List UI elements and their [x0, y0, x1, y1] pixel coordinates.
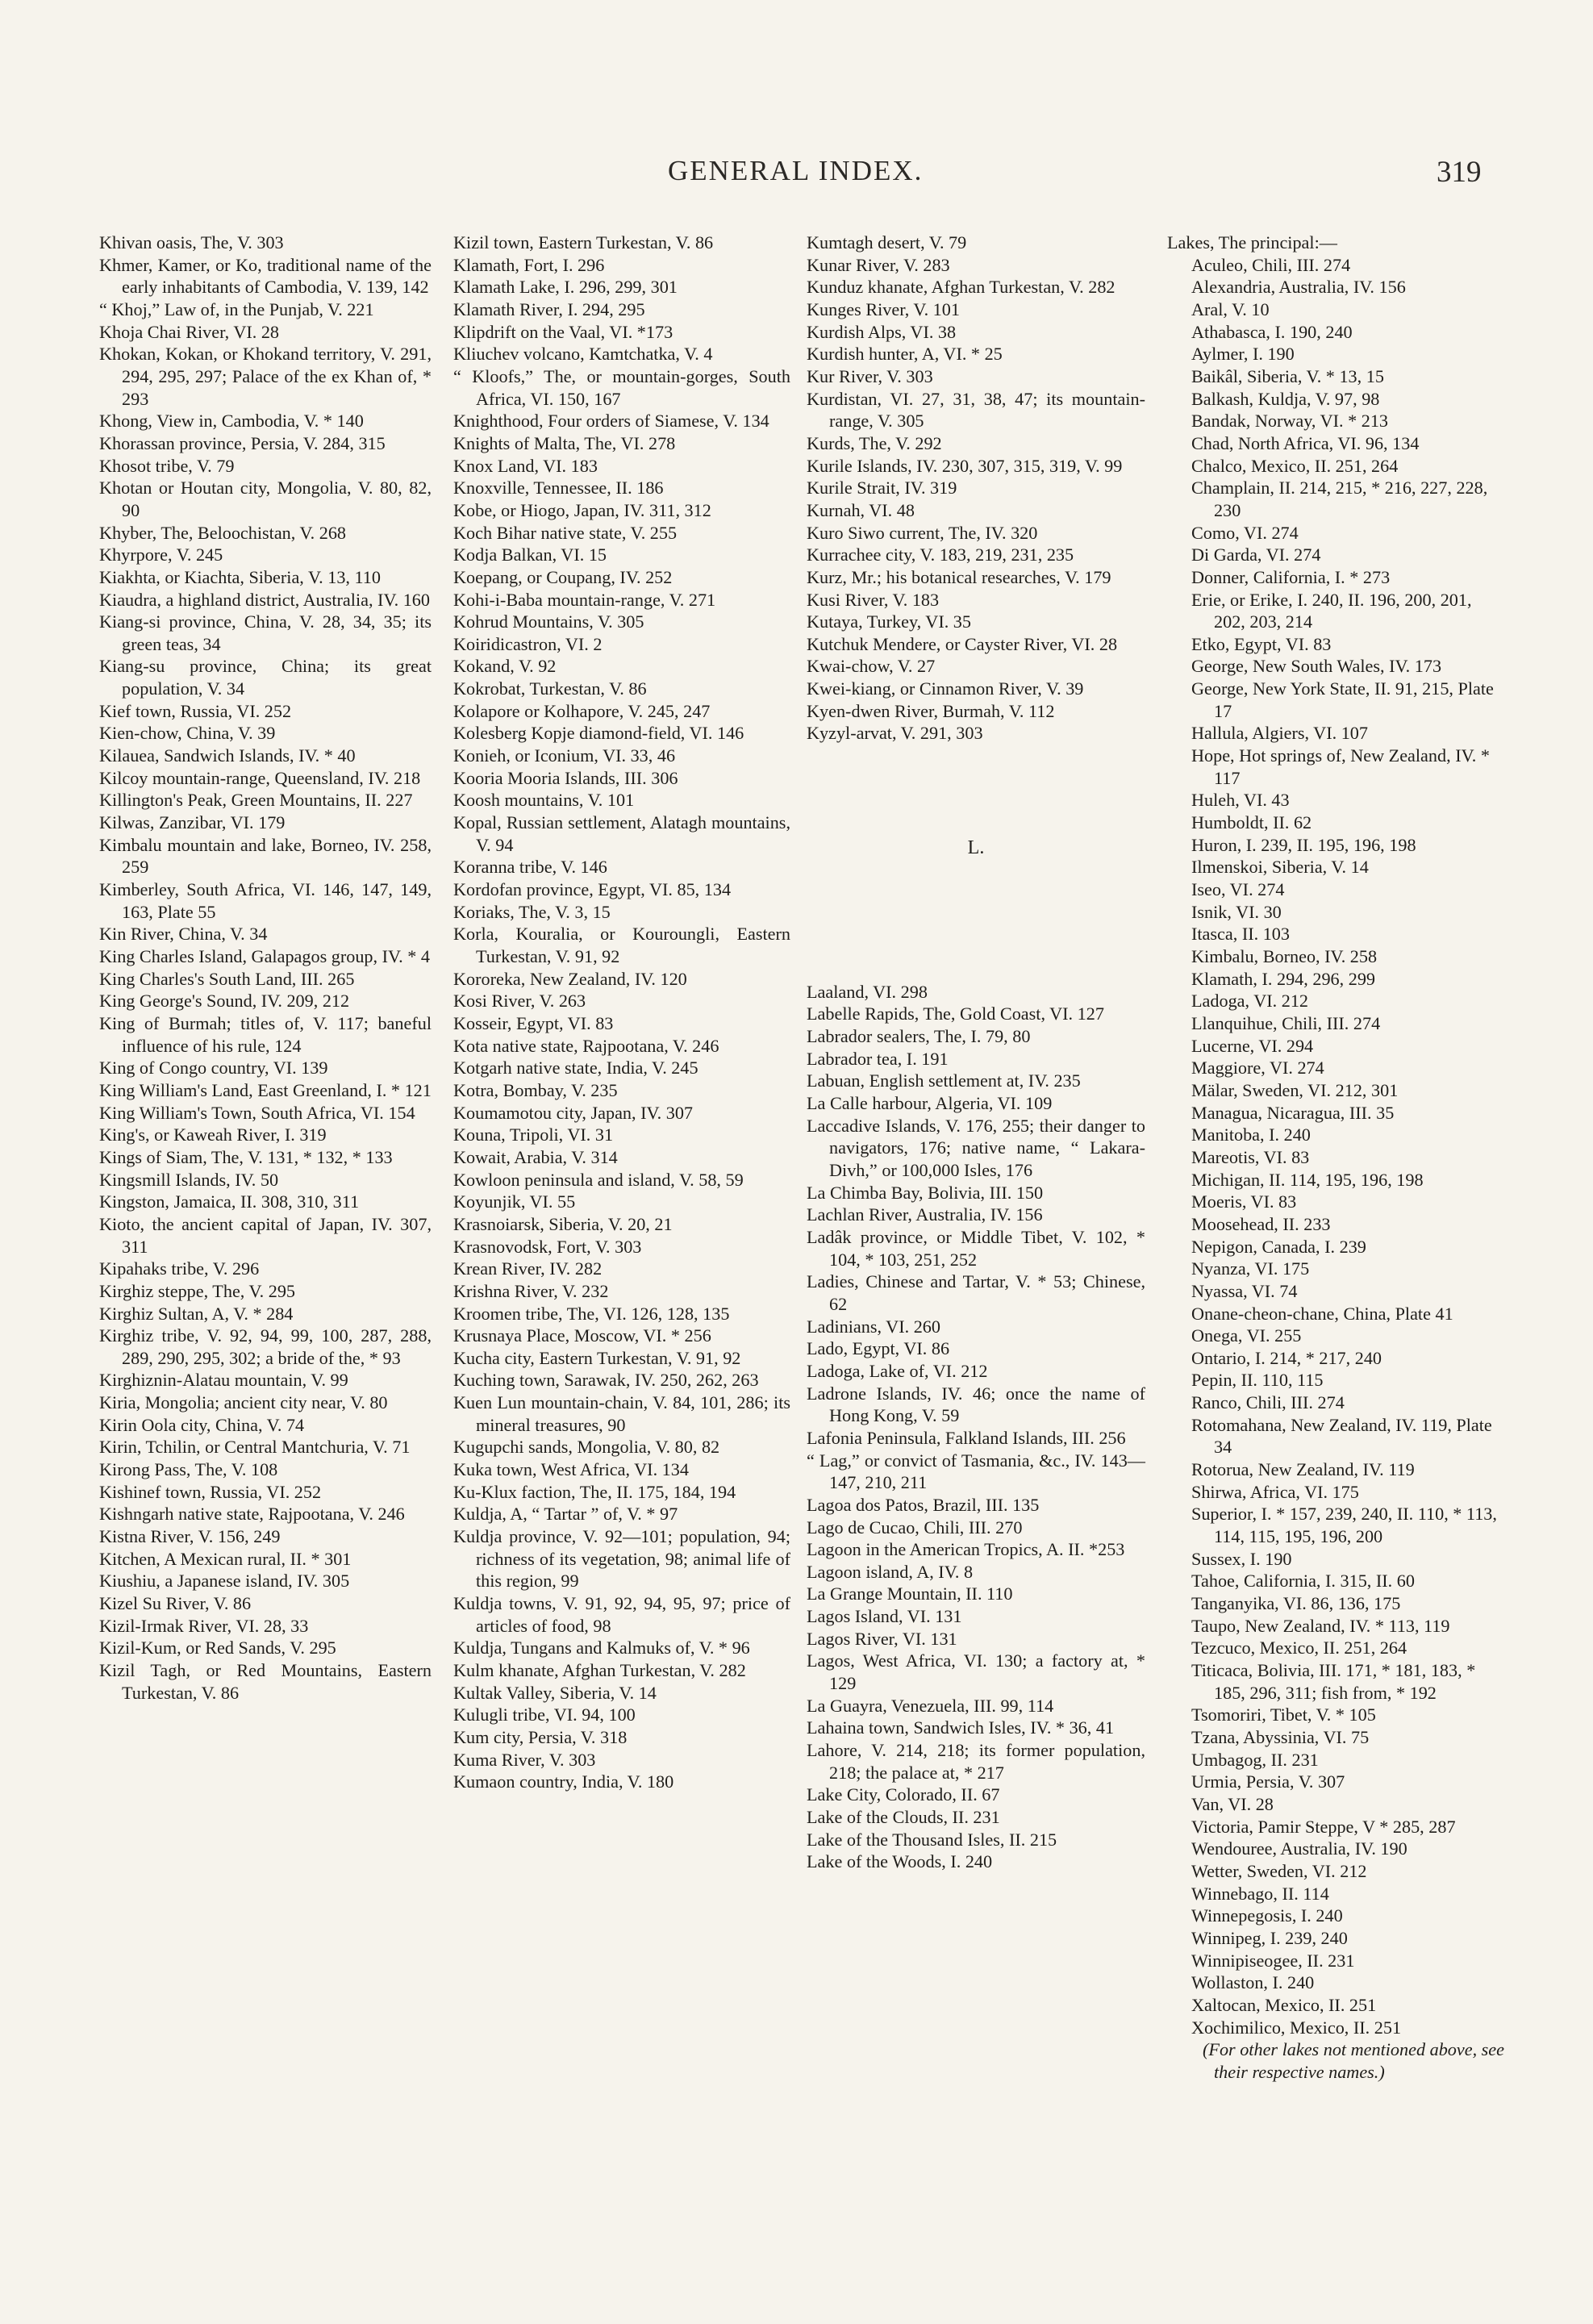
- index-sub-entry: Tahoe, California, I. 315, II. 60: [1191, 1571, 1415, 1592]
- index-entry: Klipdrift on the Vaal, VI. *173: [453, 321, 673, 342]
- index-entry: Klamath, Fort, I. 296: [453, 254, 605, 275]
- index-sub-entry: Wetter, Sweden, VI. 212: [1191, 1860, 1367, 1881]
- index-sub-entry: George, New York State, II. 91, 215, Plate 17: [1191, 678, 1494, 721]
- index-sub-entry: Urmia, Persia, V. 307: [1191, 1771, 1345, 1792]
- index-entry: King of Congo country, VI. 139: [99, 1058, 328, 1079]
- index-sub-entry: Winnebago, II. 114: [1191, 1883, 1329, 1904]
- index-entry: Kumaon country, India, V. 180: [453, 1771, 674, 1792]
- index-entry: Kistna River, V. 156, 249: [99, 1526, 281, 1547]
- index-entry: Kultak Valley, Siberia, V. 14: [453, 1682, 657, 1703]
- index-entry: Knights of Malta, The, VI. 278: [453, 432, 676, 453]
- index-entry: Kirghiz steppe, The, V. 295: [99, 1280, 296, 1301]
- index-entry: Kuma River, V. 303: [453, 1749, 596, 1770]
- index-entry: Klamath Lake, I. 296, 299, 301: [453, 277, 678, 298]
- index-sub-entry: Lucerne, VI. 294: [1191, 1035, 1314, 1056]
- index-entry: King William's Land, East Greenland, I. * 121: [99, 1079, 432, 1100]
- index-entry: Kugupchi sands, Mongolia, V. 80, 82: [453, 1437, 720, 1458]
- index-entry: Kulugli tribe, VI. 94, 100: [453, 1704, 636, 1725]
- index-entry: “ Khoj,” Law of, in the Punjab, V. 221: [99, 298, 374, 319]
- index-sub-entry: Isnik, VI. 30: [1191, 901, 1282, 922]
- index-sub-entry: Moosehead, II. 233: [1191, 1213, 1331, 1234]
- index-sub-entry: Balkash, Kuldja, V. 97, 98: [1191, 388, 1380, 409]
- index-entry: Kuen Lun mountain-chain, V. 84, 101, 286; its mineral treasures, 90: [453, 1392, 790, 1435]
- index-entry: Kutchuk Mendere, or Cayster River, VI. 28: [807, 633, 1118, 654]
- index-entry: Kobe, or Hiogo, Japan, IV. 311, 312: [453, 499, 711, 520]
- index-entry: Kingsmill Islands, IV. 50: [99, 1169, 279, 1190]
- index-sub-entry: Pepin, II. 110, 115: [1191, 1370, 1324, 1391]
- index-entry: Koumamotou city, Japan, IV. 307: [453, 1102, 694, 1123]
- index-entry: King of Burmah; titles of, V. 117; baneful influence of his rule, 124: [99, 1012, 432, 1056]
- index-entry: Kunduz khanate, Afghan Turkestan, V. 282: [807, 277, 1116, 298]
- index-entry: Khyber, The, Beloochistan, V. 268: [99, 522, 347, 543]
- index-sub-entry: Wollaston, I. 240: [1191, 1972, 1315, 1993]
- index-entry: Kokrobat, Turkestan, V. 86: [453, 678, 647, 699]
- index-entry: Koiridicastron, VI. 2: [453, 633, 603, 654]
- index-sub-entry: Moeris, VI. 83: [1191, 1191, 1297, 1212]
- index-entry: Konieh, or Iconium, VI. 33, 46: [453, 745, 676, 766]
- index-entry: Kooria Mooria Islands, III. 306: [453, 767, 678, 788]
- index-sub-entry: Como, VI. 274: [1191, 522, 1299, 543]
- index-entry: Kuldja, A, “ Tartar ” of, V. * 97: [453, 1504, 678, 1525]
- index-sub-entry: Tzana, Abyssinia, VI. 75: [1191, 1726, 1370, 1747]
- index-sub-entry: Shirwa, Africa, VI. 175: [1191, 1481, 1359, 1502]
- index-entry: Kuldja towns, V. 91, 92, 94, 95, 97; price of articles of food, 98: [453, 1593, 790, 1636]
- index-sub-entry: Van, VI. 28: [1191, 1793, 1274, 1814]
- index-entry: Kurdish hunter, A, VI. * 25: [807, 344, 1003, 365]
- index-entry: Lagoa dos Patos, Brazil, III. 135: [807, 1494, 1040, 1515]
- index-entry: “ Kloofs,” The, or mountain-gorges, South Africa, VI. 150, 167: [453, 365, 790, 409]
- index-sub-entry: Chalco, Mexico, II. 251, 264: [1191, 455, 1399, 476]
- index-entry: La Chimba Bay, Bolivia, III. 150: [807, 1182, 1044, 1203]
- index-sub-entry: Nyanza, VI. 175: [1191, 1258, 1310, 1279]
- index-entry: Kurds, The, V. 292: [807, 432, 942, 453]
- index-sub-entry: Di Garda, VI. 274: [1191, 544, 1321, 565]
- index-sub-entry: Xaltocan, Mexico, II. 251: [1191, 1994, 1377, 2015]
- index-sub-entry: Ladoga, VI. 212: [1191, 991, 1309, 1012]
- index-entry: Kucha city, Eastern Turkestan, V. 91, 92: [453, 1347, 741, 1368]
- index-entry: Lagoon island, A, IV. 8: [807, 1561, 974, 1582]
- index-sub-entry: Aylmer, I. 190: [1191, 344, 1295, 365]
- index-sub-entry: Ranco, Chili, III. 274: [1191, 1392, 1345, 1413]
- index-entry: Kurdish Alps, VI. 38: [807, 321, 957, 342]
- index-entry: Kumtagh desert, V. 79: [807, 232, 967, 252]
- index-sub-entry: Ontario, I. 214, * 217, 240: [1191, 1347, 1382, 1368]
- index-sub-entry: Kimbalu, Borneo, IV. 258: [1191, 946, 1378, 966]
- index-entry: Khokan, Kokan, or Khokand territory, V. 291, 294, 295, 297; Palace of the ex Khan of, * 293: [99, 344, 432, 409]
- index-column-2: [453, 232, 790, 1793]
- index-entry: Kien-chow, China, V. 39: [99, 723, 276, 744]
- index-entry: Kin River, China, V. 34: [99, 924, 268, 945]
- index-entry: Kirghiznin-Alatau mountain, V. 99: [99, 1370, 348, 1391]
- index-sub-entry: Hallula, Algiers, VI. 107: [1191, 723, 1368, 744]
- index-entry: Lahore, V. 214, 218; its former population, 218; the palace at, * 217: [807, 1740, 1145, 1783]
- index-entry: Koriaks, The, V. 3, 15: [453, 901, 611, 922]
- index-entry: Lake of the Thousand Isles, II. 215: [807, 1829, 1057, 1850]
- index-sub-entry: Llanquihue, Chili, III. 274: [1191, 1012, 1381, 1033]
- index-entry: Kunges River, V. 101: [807, 298, 960, 319]
- index-entry: Kimberley, South Africa, VI. 146, 147, 149, 163, Plate 55: [99, 879, 432, 922]
- index-entry: Laaland, VI. 298: [807, 981, 928, 1002]
- index-entry: Kuka town, West Africa, VI. 134: [453, 1459, 689, 1480]
- index-sub-entry: Klamath, I. 294, 296, 299: [1191, 968, 1376, 989]
- index-sub-entry: Bandak, Norway, VI. * 213: [1191, 411, 1389, 432]
- index-entry: King William's Town, South Africa, VI. 154: [99, 1102, 415, 1123]
- index-entry: Kuldja province, V. 92—101; population, 94; richness of its vegetation, 98; animal life of this region, 99: [453, 1526, 790, 1592]
- index-entry: Kodja Balkan, VI. 15: [453, 544, 607, 565]
- index-entry: Krean River, IV. 282: [453, 1258, 603, 1279]
- index-entry: La Guayra, Venezuela, III. 99, 114: [807, 1695, 1054, 1716]
- index-entry: Khosot tribe, V. 79: [99, 455, 235, 476]
- index-sub-entry: Umbagog, II. 231: [1191, 1749, 1319, 1770]
- index-entry: Kwei-kiang, or Cinnamon River, V. 39: [807, 678, 1084, 699]
- index-sub-entry: Aral, V. 10: [1191, 298, 1270, 319]
- index-entry: Kouna, Tripoli, VI. 31: [453, 1124, 614, 1145]
- index-entry: Lagos, West Africa, VI. 130; a factory at, * 129: [807, 1650, 1145, 1694]
- index-entry: Kuro Siwo current, The, IV. 320: [807, 522, 1038, 543]
- index-sub-entry: Huleh, VI. 43: [1191, 790, 1290, 811]
- index-entry: King Charles's South Land, III. 265: [99, 968, 355, 989]
- index-entry: Lagos Island, VI. 131: [807, 1606, 962, 1627]
- index-sub-entry: Huron, I. 239, II. 195, 196, 198: [1191, 834, 1416, 855]
- index-entry: Kilcoy mountain-range, Queensland, IV. 218: [99, 767, 421, 788]
- index-entry: Koepang, or Coupang, IV. 252: [453, 566, 673, 587]
- section-letter-heading: L.: [967, 837, 985, 859]
- index-entry: Knox Land, VI. 183: [453, 455, 598, 476]
- index-entry: Ladies, Chinese and Tartar, V. * 53; Chinese, 62: [807, 1271, 1145, 1314]
- index-entry: Kilwas, Zanzibar, VI. 179: [99, 812, 286, 833]
- index-entry: Kotra, Bombay, V. 235: [453, 1079, 618, 1100]
- index-entry: Kizil-Irmak River, VI. 28, 33: [99, 1615, 309, 1636]
- index-sub-entry: Titicaca, Bolivia, III. 171, * 181, 183, * 185, 296, 311; fish from, * 192: [1191, 1660, 1476, 1703]
- index-entry: Kopal, Russian settlement, Alatagh mountains, V. 94: [453, 812, 790, 855]
- index-entry: Lake of the Woods, I. 240: [807, 1851, 993, 1872]
- index-sub-entry: George, New South Wales, IV. 173: [1191, 656, 1442, 677]
- index-entry: Ku-Klux faction, The, II. 175, 184, 194: [453, 1481, 736, 1502]
- index-column-1: [99, 232, 432, 1704]
- page-header: [0, 152, 1593, 200]
- index-entry: Kirin Oola city, China, V. 74: [99, 1414, 305, 1435]
- index-entry: Lafonia Peninsula, Falkland Islands, III. 256: [807, 1427, 1126, 1448]
- index-entry: Kitchen, A Mexican rural, II. * 301: [99, 1548, 352, 1569]
- index-entry: Klamath River, I. 294, 295: [453, 298, 645, 319]
- index-column-4: [1167, 232, 1506, 2083]
- index-sub-entry: Ilmenskoi, Siberia, V. 14: [1191, 857, 1369, 878]
- index-sub-entry: Baikâl, Siberia, V. * 13, 15: [1191, 365, 1384, 386]
- index-entry: Kingston, Jamaica, II. 308, 310, 311: [99, 1191, 360, 1212]
- index-entry: Krishna River, V. 232: [453, 1280, 609, 1301]
- index-sub-entry: Iseo, VI. 274: [1191, 879, 1285, 900]
- index-entry: Kota native state, Rajpootana, V. 246: [453, 1035, 719, 1056]
- index-sub-entry: Onane-cheon-chane, China, Plate 41: [1191, 1303, 1453, 1324]
- index-sub-entry: Tezcuco, Mexico, II. 251, 264: [1191, 1638, 1407, 1659]
- index-sub-entry: Wendouree, Australia, IV. 190: [1191, 1838, 1407, 1859]
- index-entry: Lake of the Clouds, II. 231: [807, 1807, 1000, 1828]
- index-sub-entry: Aculeo, Chili, III. 274: [1191, 254, 1351, 275]
- index-entry: Korla, Kouralia, or Kouroungli, Eastern Turkestan, V. 91, 92: [453, 924, 790, 966]
- index-sub-entry: Taupo, New Zealand, IV. * 113, 119: [1191, 1615, 1450, 1636]
- index-entry: Kur River, V. 303: [807, 365, 933, 386]
- index-entry: Labrador sealers, The, I. 79, 80: [807, 1026, 1031, 1047]
- index-sub-entry: Maggiore, VI. 274: [1191, 1058, 1324, 1079]
- index-entry: Kroomen tribe, The, VI. 126, 128, 135: [453, 1303, 730, 1324]
- index-entry: Kiushiu, a Japanese island, IV. 305: [99, 1571, 350, 1592]
- index-entry: Kohrud Mountains, V. 305: [453, 611, 644, 632]
- index-sub-entry: Michigan, II. 114, 195, 196, 198: [1191, 1169, 1424, 1190]
- index-sub-entry: Athabasca, I. 190, 240: [1191, 321, 1353, 342]
- index-entry: King George's Sound, IV. 209, 212: [99, 991, 350, 1012]
- index-entry: Khoja Chai River, VI. 28: [99, 321, 280, 342]
- index-entry: Kirin, Tchilin, or Central Mantchuria, V. 71: [99, 1437, 411, 1458]
- index-entry: Kiria, Mongolia; ancient city near, V. 80: [99, 1392, 388, 1413]
- index-entry: King's, or Kaweah River, I. 319: [99, 1124, 327, 1145]
- index-entry: La Calle harbour, Algeria, VI. 109: [807, 1093, 1053, 1114]
- index-entry: Koranna tribe, V. 146: [453, 857, 607, 878]
- index-entry: Kirong Pass, The, V. 108: [99, 1459, 278, 1480]
- cross-reference-note: (For other lakes not mentioned above, see their respective names.): [1203, 2039, 1505, 2082]
- index-entry: Labelle Rapids, The, Gold Coast, VI. 127: [807, 1003, 1104, 1024]
- index-sub-entry: Winnipeg, I. 239, 240: [1191, 1927, 1348, 1948]
- index-entry: Ladâk province, or Middle Tibet, V. 102, * 104, * 103, 251, 252: [807, 1226, 1145, 1270]
- index-sub-entry: Etko, Egypt, VI. 83: [1191, 633, 1332, 654]
- index-entry: Labrador tea, I. 191: [807, 1048, 949, 1069]
- index-sub-entry: Nyassa, VI. 74: [1191, 1280, 1298, 1301]
- index-entry: Khorassan province, Persia, V. 284, 315: [99, 432, 386, 453]
- index-sub-entry: Winnipiseogee, II. 231: [1191, 1950, 1355, 1971]
- index-entry: Kurdistan, VI. 27, 31, 38, 47; its mountain-range, V. 305: [807, 388, 1145, 432]
- index-entry: La Grange Mountain, II. 110: [807, 1583, 1013, 1604]
- index-sub-entry: Tsomoriri, Tibet, V. * 105: [1191, 1704, 1376, 1725]
- index-entry: Kiang-si province, China, V. 28, 34, 35; its green teas, 34: [99, 611, 432, 654]
- index-entry: Kishinef town, Russia, VI. 252: [99, 1481, 322, 1502]
- index-entry: Kuching town, Sarawak, IV. 250, 262, 263: [453, 1370, 759, 1391]
- index-entry: Lado, Egypt, VI. 86: [807, 1338, 950, 1359]
- index-entry: Lago de Cucao, Chili, III. 270: [807, 1517, 1023, 1538]
- index-entry: Knighthood, Four orders of Siamese, V. 134: [453, 411, 769, 432]
- index-entry: Kirghiz tribe, V. 92, 94, 99, 100, 287, 288, 289, 290, 295, 302; a bride of the, * 93: [99, 1325, 432, 1368]
- index-entry: Kusi River, V. 183: [807, 589, 940, 610]
- index-sub-entry: Victoria, Pamir Steppe, V * 285, 287: [1191, 1816, 1456, 1837]
- index-entry: Lahaina town, Sandwich Isles, IV. * 36, 41: [807, 1717, 1115, 1738]
- index-entry: Lagoon in the American Tropics, A. II. *253: [807, 1539, 1125, 1560]
- index-sub-entry: Mälar, Sweden, VI. 212, 301: [1191, 1079, 1399, 1100]
- index-entry: Kings of Siam, The, V. 131, * 132, * 133: [99, 1146, 393, 1167]
- index-sub-entry: Winnepegosis, I. 240: [1191, 1905, 1343, 1926]
- index-sub-entry: Donner, California, I. * 273: [1191, 566, 1391, 587]
- index-entry: Kohi-i-Baba mountain-range, V. 271: [453, 589, 716, 610]
- index-entry: Kowait, Arabia, V. 314: [453, 1146, 618, 1167]
- index-entry: Labuan, English settlement at, IV. 235: [807, 1070, 1081, 1091]
- index-entry: Khmer, Kamer, or Ko, traditional name of the early inhabitants of Cambodia, V. 139, 142: [99, 254, 432, 298]
- index-entry: Ladrone Islands, IV. 46; once the name of Hong Kong, V. 59: [807, 1383, 1145, 1426]
- index-entry: Kunar River, V. 283: [807, 254, 950, 275]
- index-entry: Kurrachee city, V. 183, 219, 231, 235: [807, 544, 1074, 565]
- index-entry: Kurile Islands, IV. 230, 307, 315, 319, V. 99: [807, 455, 1123, 476]
- index-entry: Kyen-dwen River, Burmah, V. 112: [807, 700, 1055, 721]
- index-sub-entry: Alexandria, Australia, IV. 156: [1191, 277, 1406, 298]
- index-entry: Koyunjik, VI. 55: [453, 1191, 576, 1212]
- index-entry: Ladoga, Lake of, VI. 212: [807, 1360, 988, 1381]
- index-entry: Khong, View in, Cambodia, V. * 140: [99, 411, 364, 432]
- index-entry: Kirghiz Sultan, A, V. * 284: [99, 1303, 294, 1324]
- index-sub-entry: Onega, VI. 255: [1191, 1325, 1302, 1346]
- index-column-3: [807, 232, 1145, 1873]
- page-number: 319: [1437, 156, 1482, 189]
- index-sub-entry: Erie, or Erike, I. 240, II. 196, 200, 201, 202, 203, 214: [1191, 589, 1472, 632]
- index-entry: Khotan or Houtan city, Mongolia, V. 80, 82, 90: [99, 478, 432, 520]
- index-sub-entry: Itasca, II. 103: [1191, 924, 1290, 945]
- index-entry: King Charles Island, Galapagos group, IV. * 4: [99, 946, 430, 966]
- index-entry: Kizil town, Eastern Turkestan, V. 86: [453, 232, 714, 252]
- index-entry: Kowloon peninsula and island, V. 58, 59: [453, 1169, 744, 1190]
- index-entry: Lakes, The principal:—: [1167, 232, 1337, 252]
- index-sub-entry: Tanganyika, VI. 86, 136, 175: [1191, 1593, 1401, 1614]
- index-entry: Kyzyl-arvat, V. 291, 303: [807, 723, 983, 744]
- index-entry: Kosi River, V. 263: [453, 991, 586, 1012]
- index-sub-entry: Mareotis, VI. 83: [1191, 1146, 1310, 1167]
- index-entry: Kororeka, New Zealand, IV. 120: [453, 968, 687, 989]
- index-sub-entry: Nepigon, Canada, I. 239: [1191, 1236, 1366, 1257]
- index-entry: Kipahaks tribe, V. 296: [99, 1258, 260, 1279]
- index-sub-entry: Sussex, I. 190: [1191, 1548, 1292, 1569]
- index-entry: Laccadive Islands, V. 176, 255; their danger to navigators, 176; native name, “ Lakara-Divh,” or 100,000 Isles, 176: [807, 1115, 1145, 1180]
- index-sub-entry: Humboldt, II. 62: [1191, 812, 1312, 833]
- index-entry: Killington's Peak, Green Mountains, II. 227: [99, 790, 413, 811]
- index-sub-entry: Superior, I. * 157, 239, 240, II. 110, * 113, 114, 115, 195, 196, 200: [1191, 1504, 1497, 1547]
- index-entry: Koch Bihar native state, V. 255: [453, 522, 678, 543]
- index-entry: Koosh mountains, V. 101: [453, 790, 635, 811]
- index-entry: Kolapore or Kolhapore, V. 245, 247: [453, 700, 711, 721]
- index-entry: Kief town, Russia, VI. 252: [99, 700, 292, 721]
- index-sub-entry: Xochimilico, Mexico, II. 251: [1191, 2017, 1402, 2038]
- index-sub-entry: Hope, Hot springs of, New Zealand, IV. * 117: [1191, 745, 1490, 788]
- index-entry: Khyrpore, V. 245: [99, 544, 223, 565]
- index-entry: Kulm khanate, Afghan Turkestan, V. 282: [453, 1660, 746, 1680]
- index-entry: Kum city, Persia, V. 318: [453, 1726, 628, 1747]
- index-entry: Kurz, Mr.; his botanical researches, V. 179: [807, 566, 1111, 587]
- index-entry: Kotgarh native state, India, V. 245: [453, 1058, 699, 1079]
- index-entry: Lagos River, VI. 131: [807, 1628, 957, 1649]
- index-entry: Kishngarh native state, Rajpootana, V. 246: [99, 1504, 405, 1525]
- running-head: GENERAL INDEX.: [668, 155, 924, 186]
- index-entry: Lake City, Colorado, II. 67: [807, 1784, 1000, 1805]
- index-entry: Krasnovodsk, Fort, V. 303: [453, 1236, 642, 1257]
- index-entry: Ladinians, VI. 260: [807, 1316, 940, 1337]
- index-sub-entry: Champlain, II. 214, 215, * 216, 227, 228, 230: [1191, 478, 1488, 520]
- index-entry: Kokand, V. 92: [453, 656, 557, 677]
- index-sub-entry: Chad, North Africa, VI. 96, 134: [1191, 432, 1420, 453]
- index-sub-entry: Rotorua, New Zealand, IV. 119: [1191, 1459, 1415, 1480]
- index-sub-entry: Rotomahana, New Zealand, IV. 119, Plate 34: [1191, 1414, 1492, 1458]
- index-entry: Kwai-chow, V. 27: [807, 656, 936, 677]
- index-entry: Knoxville, Tennessee, II. 186: [453, 478, 664, 499]
- index-entry: Kordofan province, Egypt, VI. 85, 134: [453, 879, 732, 900]
- index-entry: Kizil-Kum, or Red Sands, V. 295: [99, 1638, 336, 1659]
- index-sub-entry: Managua, Nicaragua, III. 35: [1191, 1102, 1395, 1123]
- index-entry: Kolesberg Kopje diamond-field, VI. 146: [453, 723, 744, 744]
- index-entry: Kurnah, VI. 48: [807, 499, 915, 520]
- index-sub-entry: Manitoba, I. 240: [1191, 1124, 1311, 1145]
- index-entry: Kiang-su province, China; its great population, V. 34: [99, 656, 432, 699]
- index-entry: Kiakhta, or Kiachta, Siberia, V. 13, 110: [99, 566, 381, 587]
- index-entry: Kurile Strait, IV. 319: [807, 478, 957, 499]
- index-entry: Khivan oasis, The, V. 303: [99, 232, 284, 252]
- index-entry: Kutaya, Turkey, VI. 35: [807, 611, 971, 632]
- index-entry: “ Lag,” or convict of Tasmania, &c., IV. 143—147, 210, 211: [807, 1450, 1145, 1493]
- index-entry: Kioto, the ancient capital of Japan, IV. 307, 311: [99, 1213, 432, 1257]
- index-entry: Kilauea, Sandwich Islands, IV. * 40: [99, 745, 356, 766]
- index-entry: Kizil Tagh, or Red Mountains, Eastern Turkestan, V. 86: [99, 1660, 432, 1703]
- index-entry: Kiaudra, a highland district, Australia, IV. 160: [99, 589, 430, 610]
- index-entry: Kosseir, Egypt, VI. 83: [453, 1012, 614, 1033]
- index-entry: Lachlan River, Australia, IV. 156: [807, 1204, 1043, 1225]
- index-entry: Kimbalu mountain and lake, Borneo, IV. 258, 259: [99, 834, 432, 878]
- index-entry: Krasnoiarsk, Siberia, V. 20, 21: [453, 1213, 673, 1234]
- index-entry: Kizel Su River, V. 86: [99, 1593, 252, 1614]
- index-entry: Krusnaya Place, Moscow, VI. * 256: [453, 1325, 711, 1346]
- index-entry: Kliuchev volcano, Kamtchatka, V. 4: [453, 344, 713, 365]
- index-entry: Kuldja, Tungans and Kalmuks of, V. * 96: [453, 1638, 750, 1659]
